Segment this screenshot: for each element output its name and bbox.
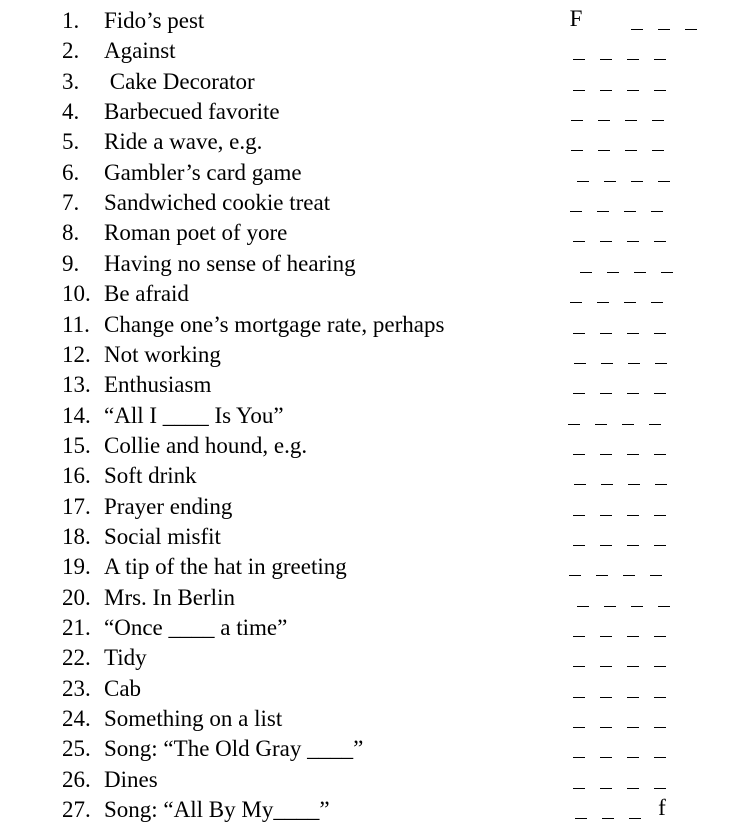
answer-blank[interactable] <box>572 522 586 552</box>
answer-blank[interactable] <box>597 97 611 127</box>
clue-number: 1. <box>62 8 80 33</box>
clue-number: 20. <box>62 584 91 610</box>
answer-blank[interactable] <box>599 36 613 66</box>
answer-blank[interactable] <box>576 158 590 188</box>
answer-blank[interactable] <box>572 492 586 522</box>
clue-row <box>62 188 330 218</box>
clue-text: Having no sense of hearing <box>104 250 356 276</box>
clue-text: Be afraid <box>104 281 189 307</box>
clue-text: Roman poet of yore <box>104 220 288 246</box>
clue-number: 13. <box>62 372 91 398</box>
answer-blank[interactable] <box>572 643 586 673</box>
answer-blank[interactable] <box>623 279 637 309</box>
clue-text: Against <box>104 38 176 64</box>
answer-letter[interactable]: F <box>569 6 583 31</box>
clue-text: Prayer ending <box>104 493 233 519</box>
clue-text: Cab <box>104 675 142 701</box>
answer-blank[interactable] <box>626 674 640 704</box>
answer-blank[interactable] <box>650 188 664 218</box>
clue-row <box>62 218 287 248</box>
clue-number: 17. <box>62 493 91 519</box>
answer-blank[interactable] <box>597 127 611 157</box>
answer-blank[interactable] <box>626 522 640 552</box>
clue-row <box>62 401 284 431</box>
clue-number: 27. <box>62 797 91 823</box>
clue-row <box>62 340 221 370</box>
clue-text: Song: “All By My____” <box>104 797 330 823</box>
answer-blank[interactable] <box>626 370 640 400</box>
answer-blank[interactable] <box>626 613 640 643</box>
clue-number: 14. <box>62 402 91 428</box>
answer-blank[interactable] <box>572 613 586 643</box>
answer-blank[interactable] <box>572 370 586 400</box>
answer-blank[interactable] <box>626 765 640 795</box>
clue-text: Dines <box>104 766 158 792</box>
answer-blank[interactable] <box>596 279 610 309</box>
clue-number: 19. <box>62 554 91 580</box>
answer-blank[interactable] <box>603 158 617 188</box>
clue-text: Not working <box>104 341 221 367</box>
answer-blank[interactable] <box>599 704 613 734</box>
clue-row <box>62 643 147 673</box>
answer-blank[interactable] <box>599 67 613 97</box>
clue-row <box>62 734 363 764</box>
clue-number: 25. <box>62 736 91 762</box>
answer-blank[interactable] <box>626 431 640 461</box>
answer-blank[interactable] <box>626 310 640 340</box>
answer-blank[interactable] <box>653 218 667 248</box>
clue-text: Enthusiasm <box>104 372 212 398</box>
answer-blank[interactable] <box>573 340 587 370</box>
clue-row <box>62 127 262 157</box>
clue-text: Barbecued favorite <box>104 99 280 125</box>
answer-blank[interactable] <box>630 6 644 36</box>
clue-number: 4. <box>62 99 80 125</box>
answer-blank[interactable] <box>599 765 613 795</box>
clue-text: Fido’s pest <box>104 8 205 33</box>
answer-blank[interactable] <box>626 492 640 522</box>
answer-blank[interactable] <box>651 97 665 127</box>
clue-number: 2. <box>62 38 80 64</box>
clue-text: A tip of the hat in greeting <box>104 554 347 580</box>
answer-blank[interactable] <box>599 310 613 340</box>
answer-blank[interactable] <box>626 643 640 673</box>
answer-blank[interactable] <box>653 492 667 522</box>
answer-blank[interactable] <box>626 67 640 97</box>
clue-text: Song: “The Old Gray ____” <box>104 736 364 762</box>
answer-blank[interactable] <box>653 370 667 400</box>
answer-blank[interactable] <box>599 522 613 552</box>
answer-blank[interactable] <box>653 704 667 734</box>
answer-blank[interactable] <box>653 310 667 340</box>
clue-row <box>62 552 347 582</box>
answer-blank[interactable] <box>601 795 615 825</box>
answer-blank[interactable] <box>657 6 671 36</box>
clue-row <box>62 522 221 552</box>
answer-blank[interactable] <box>650 279 664 309</box>
answer-blank[interactable] <box>623 188 637 218</box>
clue-number: 22. <box>62 645 91 671</box>
clue-text: “Once ____ a time” <box>104 615 288 640</box>
answer-blank[interactable] <box>684 6 698 36</box>
clue-text: Cake Decorator <box>104 68 255 94</box>
clue-number: 5. <box>62 129 80 155</box>
answer-blank[interactable] <box>599 431 613 461</box>
clue-text: Soft drink <box>104 463 197 489</box>
answer-blank[interactable] <box>594 401 608 431</box>
answer-blank[interactable] <box>657 583 671 613</box>
answer-blank[interactable] <box>653 643 667 673</box>
clue-number: 15. <box>62 432 91 458</box>
clue-number: 11. <box>62 311 90 337</box>
clue-row <box>62 704 282 734</box>
answer-blank[interactable] <box>599 492 613 522</box>
answer-blank[interactable] <box>569 188 583 218</box>
answer-blank[interactable] <box>660 249 674 279</box>
answer-blank[interactable] <box>648 401 662 431</box>
answer-blank[interactable] <box>627 340 641 370</box>
answer-blank[interactable] <box>630 158 644 188</box>
clue-text: Collie and hound, e.g. <box>104 432 308 458</box>
answer-blank[interactable] <box>570 127 584 157</box>
clue-text: “All I ____ Is You” <box>104 402 284 428</box>
clue-row <box>62 461 197 491</box>
answer-blank[interactable] <box>573 461 587 491</box>
answer-blank[interactable] <box>653 734 667 764</box>
answer-blank[interactable] <box>574 795 588 825</box>
answer-blank[interactable] <box>572 704 586 734</box>
answer-blank[interactable] <box>626 734 640 764</box>
answer-blank[interactable] <box>569 279 583 309</box>
clue-text: Sandwiched cookie treat <box>104 190 331 216</box>
clue-row <box>62 765 158 795</box>
answer-blank[interactable] <box>599 218 613 248</box>
answer-blank[interactable] <box>653 522 667 552</box>
answer-blank[interactable] <box>654 461 668 491</box>
answer-blank[interactable] <box>572 674 586 704</box>
clue-row <box>62 674 141 704</box>
answer-blank[interactable] <box>624 127 638 157</box>
clue-number: 24. <box>62 706 91 732</box>
answer-letter[interactable]: f <box>658 795 666 821</box>
answer-blank[interactable] <box>657 158 671 188</box>
clue-number: 8. <box>62 220 80 246</box>
answer-blank[interactable] <box>600 461 614 491</box>
clue-number: 26. <box>62 766 91 792</box>
clue-row <box>62 6 204 36</box>
answer-blank[interactable] <box>572 310 586 340</box>
answer-blank[interactable] <box>651 127 665 157</box>
answer-blank[interactable] <box>653 674 667 704</box>
answer-blank[interactable] <box>579 249 593 279</box>
clue-row <box>62 492 232 522</box>
answer-blank[interactable] <box>572 36 586 66</box>
answer-blank[interactable] <box>621 401 635 431</box>
clue-row <box>62 67 255 97</box>
clue-number: 10. <box>62 281 91 307</box>
answer-blank[interactable] <box>628 795 642 825</box>
answer-blank[interactable] <box>626 704 640 734</box>
answer-blank[interactable] <box>595 552 609 582</box>
answer-blank[interactable] <box>572 765 586 795</box>
clue-row <box>62 97 280 127</box>
clue-number: 21. <box>62 615 91 640</box>
answer-blank[interactable] <box>599 643 613 673</box>
answer-blank[interactable] <box>653 765 667 795</box>
clue-text: Tidy <box>104 645 147 671</box>
answer-blank[interactable] <box>599 674 613 704</box>
clue-text: Gambler’s card game <box>104 159 302 185</box>
answer-blank[interactable] <box>572 734 586 764</box>
answer-blank[interactable] <box>626 36 640 66</box>
answer-blank[interactable] <box>603 583 617 613</box>
answer-blank[interactable] <box>600 340 614 370</box>
answer-blank[interactable] <box>653 613 667 643</box>
answer-blank[interactable] <box>572 218 586 248</box>
clue-number: 23. <box>62 675 91 701</box>
answer-blank[interactable] <box>627 461 641 491</box>
clue-row <box>62 158 302 188</box>
answer-blank[interactable] <box>626 218 640 248</box>
clue-text: Ride a wave, e.g. <box>104 129 263 155</box>
clue-text: Change one’s mortgage rate, perhaps <box>104 311 445 337</box>
answer-blank[interactable] <box>622 552 636 582</box>
answer-blank[interactable] <box>654 340 668 370</box>
answer-blank[interactable] <box>653 36 667 66</box>
answer-blank[interactable] <box>568 552 582 582</box>
clue-number: 7. <box>62 190 80 216</box>
clue-text: Mrs. In Berlin <box>104 584 235 610</box>
clue-row <box>62 310 444 340</box>
answer-blank[interactable] <box>572 67 586 97</box>
clue-number: 18. <box>62 523 91 549</box>
clue-text: Something on a list <box>104 706 283 732</box>
answer-blank[interactable] <box>576 583 590 613</box>
answer-blank[interactable] <box>596 188 610 218</box>
answer-blank[interactable] <box>649 552 663 582</box>
answer-blank[interactable] <box>624 97 638 127</box>
clue-number: 12. <box>62 341 91 367</box>
clue-row <box>62 613 287 643</box>
clue-number: 3. <box>62 68 80 94</box>
answer-blank[interactable] <box>599 734 613 764</box>
clue-row <box>62 431 307 461</box>
answer-blank[interactable] <box>653 67 667 97</box>
answer-blank[interactable] <box>567 401 581 431</box>
clue-number: 6. <box>62 159 80 185</box>
answer-blank[interactable] <box>572 431 586 461</box>
clue-row <box>62 583 235 613</box>
clue-number: 16. <box>62 463 91 489</box>
clue-row <box>62 249 356 279</box>
clue-row <box>62 279 189 309</box>
clue-row <box>62 36 176 66</box>
clue-text: Social misfit <box>104 523 221 549</box>
answer-blank[interactable] <box>633 249 647 279</box>
clue-row <box>62 795 330 825</box>
clue-number: 9. <box>62 250 80 276</box>
answer-blank[interactable] <box>606 249 620 279</box>
answer-blank[interactable] <box>570 97 584 127</box>
answer-blank[interactable] <box>653 431 667 461</box>
answer-blank[interactable] <box>630 583 644 613</box>
clue-row <box>62 370 211 400</box>
answer-blank[interactable] <box>599 370 613 400</box>
answer-blank[interactable] <box>599 613 613 643</box>
